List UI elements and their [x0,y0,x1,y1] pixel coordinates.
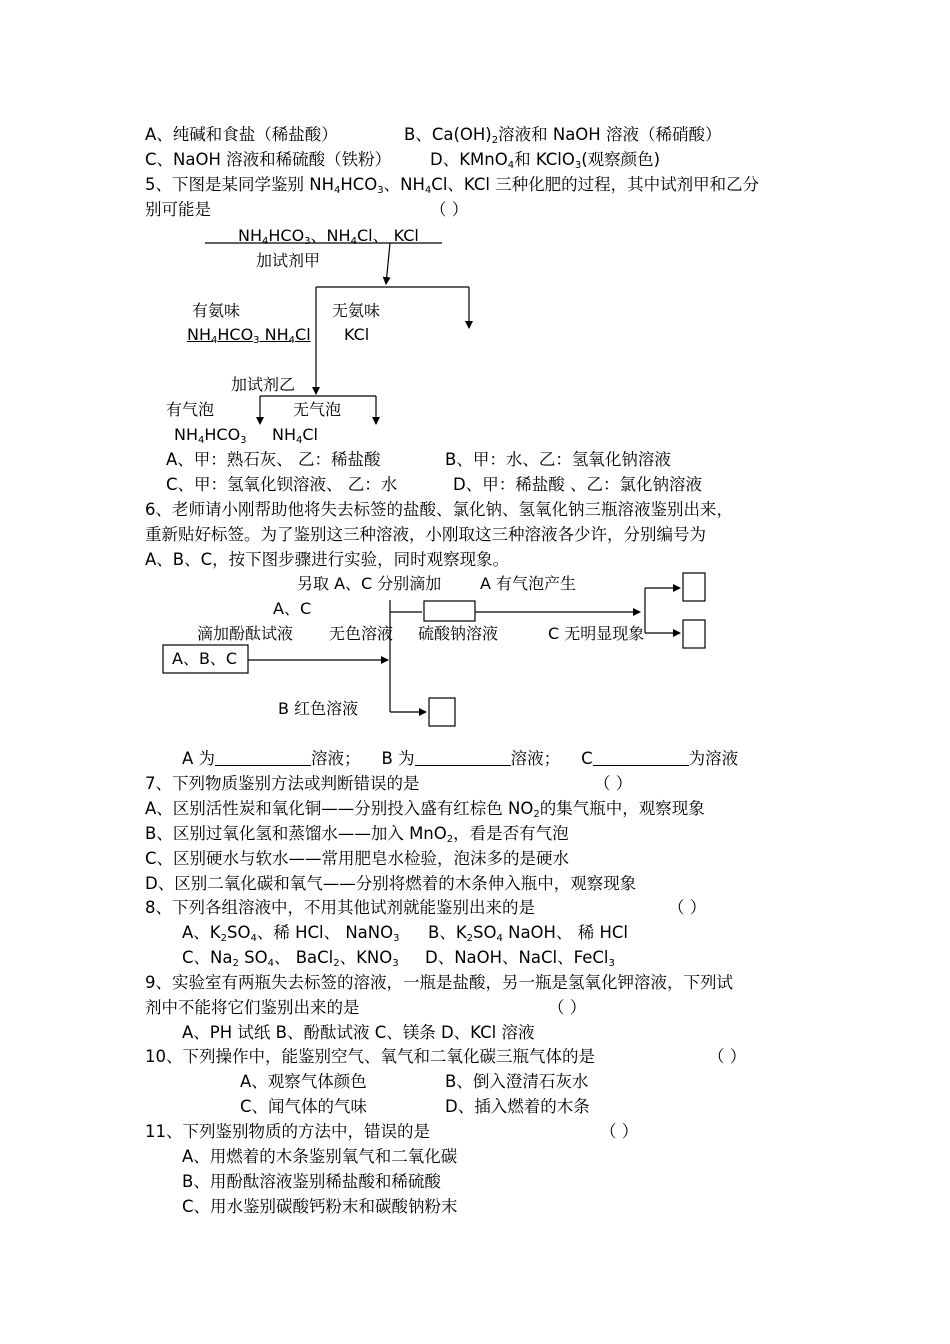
q10-option-d: D、插入燃着的木条 [445,1097,590,1116]
q10-option-a: A、观察气体颜色 [240,1072,367,1091]
q6-phenol-label: 滴加酚酞试液 [197,624,294,643]
q6-another-label: 另取 A、C 分别滴加 [297,574,442,593]
q5-reagent-yi: 加试剂乙 [231,375,296,394]
q6-abc-label: A、B、C [172,649,238,668]
q10-stem: 10、下列操作中，能鉴别空气、氧气和二氧化碳三瓶气体的是 [145,1047,595,1066]
q8-answer-paren: （ ） [668,898,707,917]
q6-stem-line2: 重新贴好标签。为了鉴别这三种溶液，小刚取这三种溶液各少许，分别编号为 [145,525,706,544]
q7-option-a: A、区别活性炭和氧化铜——分别投入盛有红棕色 $NO_2$的集气瓶中，观察现象 [145,799,705,820]
q4-option-b: B、$Ca(OH)_2$溶液和 NaOH 溶液（稀硝酸） [404,125,722,146]
q8-stem: 8、下列各组溶液中，不用其他试剂就能鉴别出来的是 [145,898,535,917]
q10-option-b: B、倒入澄清石灰水 [445,1072,589,1091]
q6-stem-line3: A、B、C，按下图步骤进行实验，同时观察现象。 [145,550,510,569]
q7-stem: 7、下列物质鉴别方法或判断错误的是 [145,774,420,793]
q10-option-c: C、闻气体的气味 [240,1097,368,1116]
q11-answer-paren: （ ） [600,1122,639,1141]
q6-abc-box [163,645,248,673]
q6-b-red: B 红色溶液 [278,699,359,718]
q5-option-c: C、甲：氢氧化钡溶液、 乙：水 [166,475,398,494]
q5-arrow-jia [386,243,390,284]
q5-stem-line1: 5、下图是某同学鉴别 $NH_4HCO_3$、$NH_4Cl$、KCl 三种化肥的过程，其中试剂甲和乙分 [145,175,760,196]
q4-option-c: C、NaOH 溶液和稀硫酸（铁粉） [145,150,392,169]
q6-a-answer-box [683,573,705,601]
q4-option-d: D、KMnO$_4$和 KClO$_3$(观察颜色) [430,150,661,171]
q7-option-d: D、区别二氧化碳和氧气——分别将燃着的木条伸入瓶中，观察现象 [145,874,637,893]
q7-answer-paren: （ ） [594,774,633,793]
q6-b-answer-box [429,698,455,726]
q7-option-b: B、区别过氧化氢和蒸馏水——加入 MnO$_2$，看是否有气泡 [145,824,569,845]
q11-option-c: C、用水鉴别碳酸钙粉末和碳酸钠粉末 [182,1197,458,1216]
q6-answer-line: A 为 溶液； B 为 溶液； C 为溶液 [182,749,739,768]
q5-answer-paren: （ ） [430,200,469,219]
q5-result-nh4hco3: $NH_4HCO_3$ [174,425,247,446]
q6-stem-line1: 6、老师请小刚帮助他将失去标签的盐酸、氯化钠、氢氧化钠三瓶溶液鉴别出来， [145,500,733,519]
q5-result-nh4cl: $NH_4Cl$ [272,425,318,446]
q6-a-bubble: A 有气泡产生 [480,574,577,593]
q5-reagent-jia: 加试剂甲 [256,251,321,270]
q9-stem-line1: 9、实验室有两瓶失去标签的溶液，一瓶是盐酸，另一瓶是氢氧化钾溶液，下列试 [145,973,733,992]
q5-option-b: B、甲：水、乙：氢氧化钠溶液 [445,450,671,469]
q10-answer-paren: （ ） [708,1047,747,1066]
q5-option-a: A、甲：熟石灰、 乙：稀盐酸 [166,450,381,469]
q6-reagent-box [424,601,475,621]
q8-option-a: A、$K_2SO_4$、稀 HCl、 NaNO$_3$ [182,923,400,944]
q5-diagram-top-label: $NH_4HCO_3$、$NH_4Cl$、 KCl [238,226,419,247]
q8-option-d: D、NaOH、NaCl、FeCl$_3$ [425,948,615,969]
q5-stem-line2: 别可能是 [145,200,211,219]
q11-option-a: A、用燃着的木条鉴别氧气和二氧化碳 [182,1147,458,1166]
q7-option-c: C、区别硬水与软水——常用肥皂水检验，泡沫多的是硬水 [145,849,570,868]
q5-kcl: KCl [344,325,370,344]
q5-option-d: D、甲：稀盐酸 、乙：氯化钠溶液 [453,475,702,494]
q4-option-a: A、纯碱和食盐（稀盐酸） [145,125,338,144]
q5-no-ammonia: 无氨味 [332,301,381,320]
q6-c-answer-box [683,620,705,648]
q9-options: A、PH 试纸 B、酚酞试液 C、镁条 D、KCl 溶液 [182,1023,535,1042]
q8-option-b: B、$K_2SO_4$ NaOH、 稀 HCl [428,923,628,944]
q11-option-b: B、用酚酞溶液鉴别稀盐酸和稀硫酸 [182,1172,441,1191]
q6-na2so4-label: 硫酸钠溶液 [418,624,499,643]
q9-answer-paren: （ ） [548,998,587,1017]
q11-stem: 11、下列鉴别物质的方法中，错误的是 [145,1122,430,1141]
q9-stem-line2: 剂中不能将它们鉴别出来的是 [145,998,360,1017]
q5-no-bubble: 无气泡 [293,400,342,419]
q6-c-none: C 无明显现象 [548,624,645,643]
q5-has-ammonia: 有氨味 [192,301,241,320]
q5-has-bubble: 有气泡 [166,400,215,419]
q6-colorless-label: 无色溶液 [329,624,394,643]
q6-ac-label: A、C [273,599,312,618]
q5-left-group: $NH_4HCO_3$ $NH_4Cl$ [187,325,311,346]
q8-option-c: C、$Na_2$ $SO_4$、 BaCl$_2$、$KNO_3$ [182,948,399,969]
